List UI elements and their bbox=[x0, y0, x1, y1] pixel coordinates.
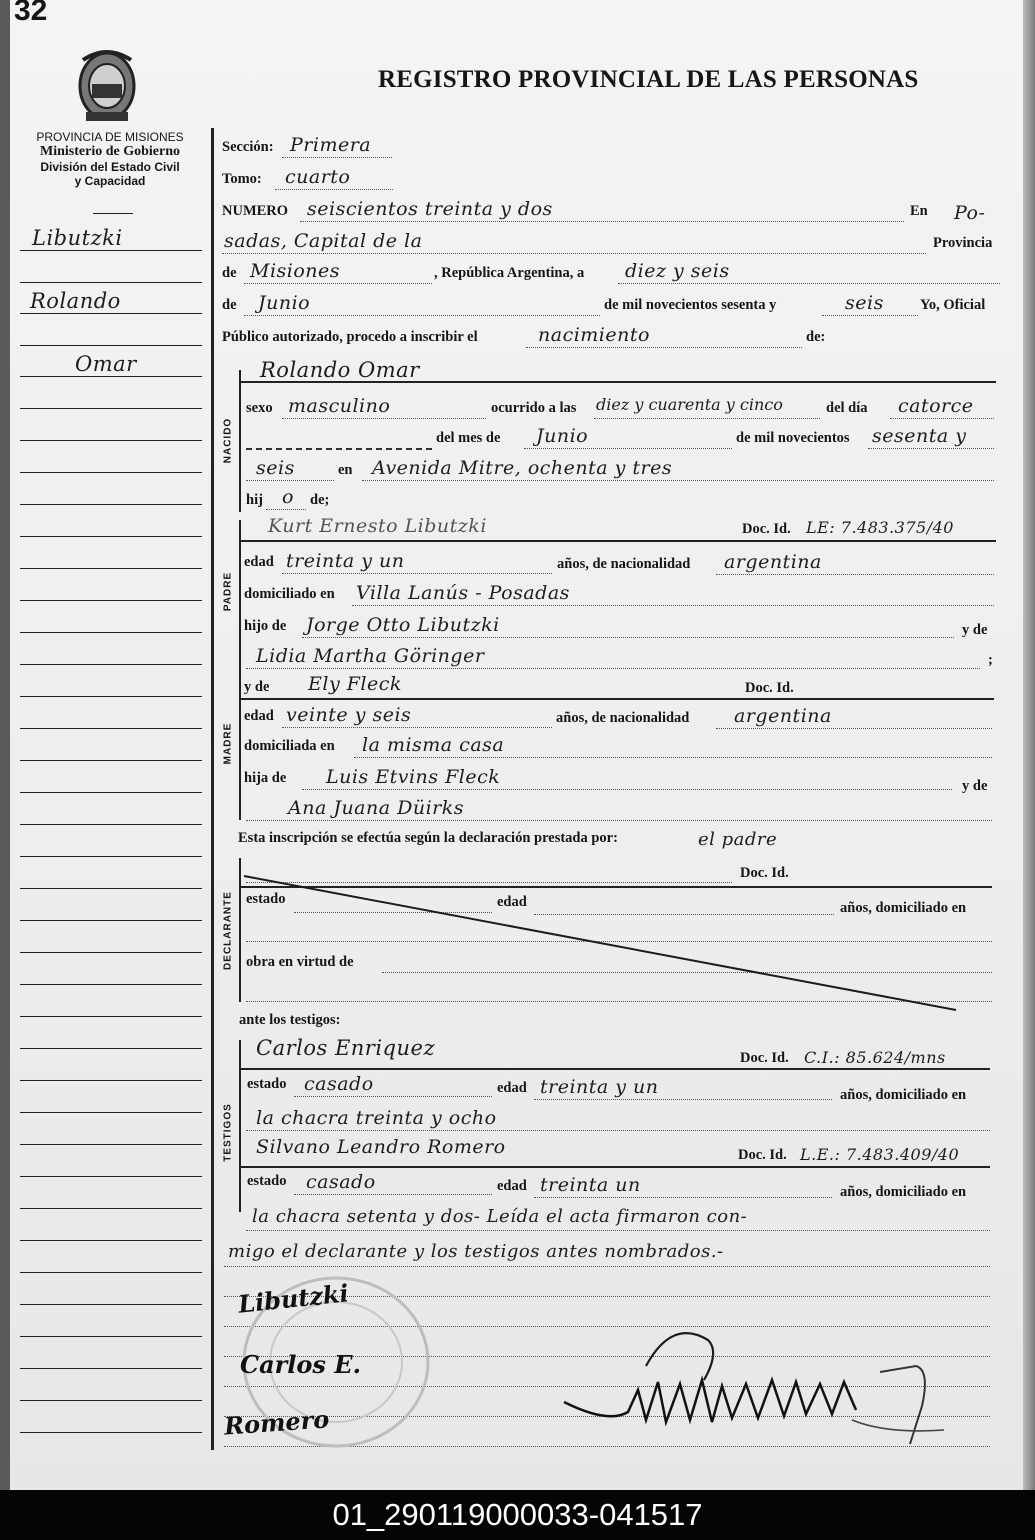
padre-semicolon: ; bbox=[988, 652, 993, 668]
testigo2-doc-label: Doc. Id. bbox=[738, 1147, 787, 1163]
padre-hijo-label: hijo de bbox=[244, 618, 287, 634]
testigo2-edad: treinta un bbox=[540, 1174, 641, 1196]
seccion-value: Primera bbox=[290, 134, 372, 156]
madre-doc-label: Doc. Id. bbox=[745, 680, 794, 696]
testigo2-estado-label: estado bbox=[247, 1173, 287, 1189]
nacido-section-label: NACIDO bbox=[222, 417, 234, 464]
testigo2-name: Silvano Leandro Romero bbox=[256, 1136, 506, 1158]
padre-doc-label: Doc. Id. bbox=[742, 521, 791, 537]
padre-nac-value: argentina bbox=[724, 551, 822, 573]
padre-nac-label: años, de nacionalidad bbox=[557, 556, 691, 572]
madre-edad-value: veinte y seis bbox=[286, 704, 412, 726]
padre-hijo-value-1: Jorge Otto Libutzki bbox=[306, 614, 500, 636]
lugar-en-label: en bbox=[338, 462, 353, 478]
closing-text: migo el declarante y los testigos antes nombrados.- bbox=[228, 1241, 724, 1262]
ocurrido-label: ocurrido a las bbox=[491, 400, 577, 416]
padre-edad-label: edad bbox=[244, 554, 274, 570]
tomo-value: cuarto bbox=[285, 166, 351, 188]
lugar-value: Avenida Mitre, ochenta y tres bbox=[372, 457, 673, 479]
padre-section-label: PADRE bbox=[222, 571, 234, 612]
capacity-label: y Capacidad bbox=[74, 174, 146, 188]
declarante-section-label: DECLARANTE bbox=[222, 891, 234, 970]
republica-label: , República Argentina, a bbox=[434, 265, 585, 281]
testigo1-name: Carlos Enriquez bbox=[256, 1036, 436, 1060]
publico-label: Público autorizado, procedo a inscribir el bbox=[222, 329, 478, 345]
testigos-section-label: TESTIGOS bbox=[222, 1103, 234, 1162]
madre-nac-label: años, de nacionalidad bbox=[556, 710, 690, 726]
testigo1-doc-label: Doc. Id. bbox=[740, 1050, 789, 1066]
madre-hija-value-2: Ana Juana Düirks bbox=[288, 797, 465, 819]
declarante-anos-label: años, domiciliado en bbox=[840, 900, 967, 916]
signature-witness-1: Carlos E. bbox=[240, 1350, 361, 1379]
padre-doc-value: LE: 7.483.375/40 bbox=[806, 518, 954, 537]
testigos-ante-label: ante los testigos: bbox=[239, 1012, 341, 1028]
anio-value: seis bbox=[845, 292, 884, 314]
madre-name: Ely Fleck bbox=[308, 673, 402, 695]
testigo1-edad: treinta y un bbox=[540, 1076, 659, 1098]
de-label: de bbox=[222, 265, 237, 281]
margin-surname: Libutzki bbox=[32, 226, 123, 250]
de-label-2: de bbox=[222, 297, 237, 313]
testigo2-domicilio: la chacra setenta y dos- Leída el acta firmaron con- bbox=[252, 1206, 748, 1227]
en-value-start: Po- bbox=[954, 202, 986, 224]
padre-dom-label: domiciliado en bbox=[244, 586, 335, 602]
declarante-doc-label: Doc. Id. bbox=[740, 865, 789, 881]
madre-dom-label: domiciliada en bbox=[244, 738, 335, 754]
nacido-mil-label: de mil novecientos bbox=[736, 430, 850, 446]
dia-label: del día bbox=[826, 400, 868, 416]
acto-value: nacimiento bbox=[538, 324, 650, 346]
padre-hijo-value-2: Lidia Martha Göringer bbox=[256, 645, 485, 667]
madre-hija-value-1: Luis Etvins Fleck bbox=[326, 766, 501, 788]
testigos-border bbox=[239, 1040, 241, 1212]
testigo1-anos-label: años, domiciliado en bbox=[840, 1087, 967, 1103]
mes-value: Junio bbox=[258, 292, 311, 314]
hij-value: o bbox=[282, 486, 294, 508]
numero-label: NUMERO bbox=[222, 203, 289, 219]
testigo2-anos-label: años, domiciliado en bbox=[840, 1184, 967, 1200]
madre-section-label: MADRE bbox=[222, 722, 234, 765]
ministry-label: Ministerio de Gobierno bbox=[40, 144, 180, 159]
signature-witness-2: Romero bbox=[223, 1404, 331, 1441]
padre-dom-value: Villa Lanús - Posadas bbox=[356, 582, 570, 604]
provincia-label: Provincia bbox=[933, 235, 993, 251]
madre-yde2-label: y de bbox=[962, 778, 988, 794]
madre-nac-value: argentina bbox=[734, 705, 832, 727]
official-signature-icon bbox=[560, 1310, 960, 1460]
en-value-end: sadas, Capital de la bbox=[224, 230, 423, 252]
yo-label: Yo, Oficial bbox=[920, 297, 986, 313]
declarante-obra-label: obra en virtud de bbox=[246, 954, 354, 970]
testigo2-doc: L.E.: 7.483.409/40 bbox=[800, 1145, 960, 1164]
page-number: 32 bbox=[14, 0, 48, 27]
madre-yde-label: y de bbox=[244, 679, 270, 695]
nacido-anio-value-2: seis bbox=[256, 457, 295, 479]
nacido-name: Rolando Omar bbox=[260, 358, 420, 382]
footer-code: 01_290119000033-041517 bbox=[0, 1490, 1035, 1540]
declaracion-label: Esta inscripción se efectúa según la declaración prestada por: bbox=[238, 830, 618, 846]
testigo1-doc: C.I.: 85.624/mns bbox=[804, 1048, 946, 1067]
dia-value: diez y seis bbox=[625, 260, 730, 282]
de-colon-label: de: bbox=[806, 329, 826, 345]
tomo-label: Tomo: bbox=[222, 171, 262, 187]
madre-edad-label: edad bbox=[244, 708, 274, 724]
hij-label: hij bbox=[246, 492, 263, 508]
padre-name: Kurt Ernesto Libutzki bbox=[268, 515, 487, 537]
testigo2-edad-label: edad bbox=[497, 1178, 527, 1194]
mil-label: de mil novecientos sesenta y bbox=[604, 297, 777, 313]
page-title: REGISTRO PROVINCIAL DE LAS PERSONAS bbox=[378, 66, 919, 93]
province-label: PROVINCIA DE MISIONES bbox=[36, 130, 184, 144]
testigo2-estado: casado bbox=[306, 1171, 376, 1193]
declarante-edad-label: edad bbox=[497, 894, 527, 910]
nacido-mes-value: Junio bbox=[536, 425, 589, 447]
sexo-label: sexo bbox=[246, 400, 273, 416]
declarante-estado-label: estado bbox=[246, 891, 286, 907]
nacido-dia-value: catorce bbox=[898, 395, 974, 417]
division-label: División del Estado Civil bbox=[40, 160, 180, 174]
margin-given-name: Rolando bbox=[30, 289, 121, 313]
declaracion-value: el padre bbox=[698, 829, 778, 850]
testigo1-edad-label: edad bbox=[497, 1080, 527, 1096]
en-label: En bbox=[910, 203, 928, 219]
hora-value: diez y cuarenta y cinco bbox=[596, 395, 783, 414]
madre-hija-label: hija de bbox=[244, 770, 287, 786]
testigo1-estado: casado bbox=[304, 1073, 374, 1095]
nacido-mes-label: del mes de bbox=[436, 430, 501, 446]
padre-edad-value: treinta y un bbox=[286, 550, 405, 572]
hij-de-label: de; bbox=[310, 492, 330, 508]
provincia-value: Misiones bbox=[250, 260, 341, 282]
sexo-value: masculino bbox=[288, 395, 391, 417]
margin-second-name: Omar bbox=[75, 352, 137, 376]
testigo1-domicilio: la chacra treinta y ocho bbox=[256, 1107, 497, 1129]
padre-yde-label: y de bbox=[962, 622, 988, 638]
seccion-label: Sección: bbox=[222, 139, 274, 155]
testigo1-estado-label: estado bbox=[247, 1076, 287, 1092]
nacido-anio-value-1: sesenta y bbox=[872, 425, 967, 447]
madre-dom-value: la misma casa bbox=[362, 734, 505, 756]
signature-father: Libutzki bbox=[236, 1278, 350, 1319]
numero-value: seiscientos treinta y dos bbox=[307, 198, 553, 220]
